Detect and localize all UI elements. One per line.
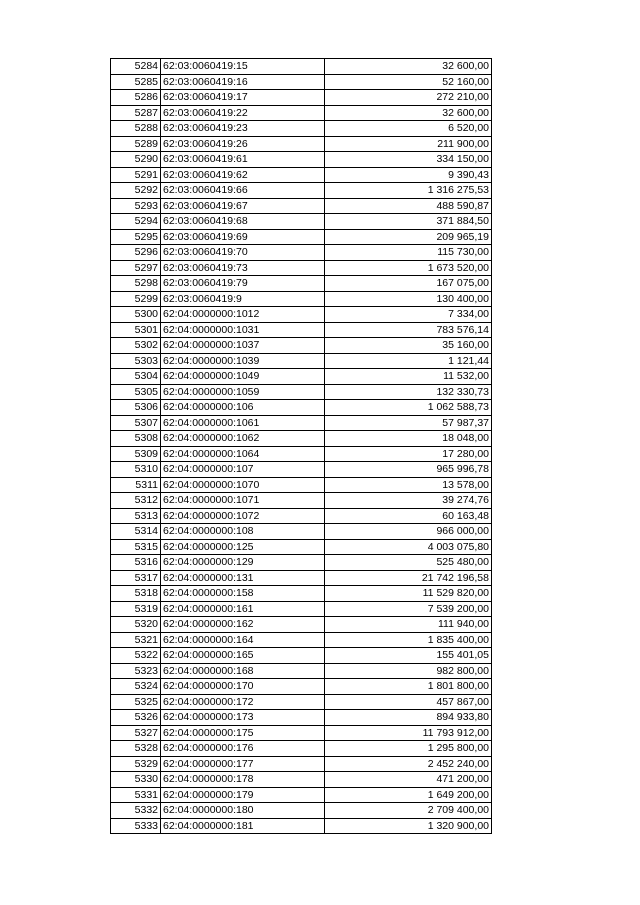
row-number-cell: 5291	[111, 167, 161, 183]
row-number-cell: 5303	[111, 353, 161, 369]
value-cell: 2 452 240,00	[325, 756, 492, 772]
value-cell: 1 121,44	[325, 353, 492, 369]
value-cell: 371 884,50	[325, 214, 492, 230]
cadastral-number-cell: 62:04:0000000:1071	[161, 493, 325, 509]
cadastral-number-cell: 62:04:0000000:1012	[161, 307, 325, 323]
table-row	[111, 431, 492, 447]
row-number-cell: 5328	[111, 741, 161, 757]
row-number-cell: 5309	[111, 446, 161, 462]
row-number-cell: 5311	[111, 477, 161, 493]
table-row	[111, 105, 492, 121]
table-row	[111, 167, 492, 183]
value-cell: 167 075,00	[325, 276, 492, 292]
value-cell: 1 835 400,00	[325, 632, 492, 648]
cadastral-number-cell: 62:03:0060419:62	[161, 167, 325, 183]
cadastral-number-cell: 62:04:0000000:164	[161, 632, 325, 648]
cadastral-number-cell: 62:04:0000000:1064	[161, 446, 325, 462]
table-row	[111, 818, 492, 834]
table-row	[111, 214, 492, 230]
cadastral-number-cell: 62:04:0000000:180	[161, 803, 325, 819]
value-cell: 982 800,00	[325, 663, 492, 679]
cadastral-number-cell: 62:04:0000000:181	[161, 818, 325, 834]
cadastral-number-cell: 62:03:0060419:16	[161, 74, 325, 90]
table-row	[111, 617, 492, 633]
value-cell: 1 295 800,00	[325, 741, 492, 757]
row-number-cell: 5316	[111, 555, 161, 571]
table-row	[111, 353, 492, 369]
table-row	[111, 586, 492, 602]
cadastral-number-cell: 62:04:0000000:1039	[161, 353, 325, 369]
cadastral-number-cell: 62:04:0000000:106	[161, 400, 325, 416]
row-number-cell: 5323	[111, 663, 161, 679]
table-row	[111, 601, 492, 617]
cadastral-number-cell: 62:03:0060419:68	[161, 214, 325, 230]
row-number-cell: 5327	[111, 725, 161, 741]
cadastral-number-cell: 62:04:0000000:107	[161, 462, 325, 478]
cadastral-number-cell: 62:04:0000000:176	[161, 741, 325, 757]
table-row	[111, 648, 492, 664]
value-cell: 11 529 820,00	[325, 586, 492, 602]
value-cell: 1 649 200,00	[325, 787, 492, 803]
row-number-cell: 5305	[111, 384, 161, 400]
value-cell: 894 933,80	[325, 710, 492, 726]
table-row	[111, 276, 492, 292]
value-cell: 4 003 075,80	[325, 539, 492, 555]
row-number-cell: 5315	[111, 539, 161, 555]
cadastral-number-cell: 62:04:0000000:125	[161, 539, 325, 555]
cadastral-number-cell: 62:04:0000000:173	[161, 710, 325, 726]
value-cell: 52 160,00	[325, 74, 492, 90]
table-row	[111, 74, 492, 90]
table-row	[111, 787, 492, 803]
row-number-cell: 5296	[111, 245, 161, 261]
value-cell: 11 793 912,00	[325, 725, 492, 741]
value-cell: 965 996,78	[325, 462, 492, 478]
row-number-cell: 5285	[111, 74, 161, 90]
cadastral-number-cell: 62:04:0000000:179	[161, 787, 325, 803]
value-cell: 35 160,00	[325, 338, 492, 354]
cadastral-number-cell: 62:04:0000000:178	[161, 772, 325, 788]
registry-table	[110, 58, 492, 834]
row-number-cell: 5319	[111, 601, 161, 617]
row-number-cell: 5330	[111, 772, 161, 788]
row-number-cell: 5317	[111, 570, 161, 586]
cadastral-number-cell: 62:04:0000000:162	[161, 617, 325, 633]
value-cell: 966 000,00	[325, 524, 492, 540]
table-row	[111, 539, 492, 555]
row-number-cell: 5333	[111, 818, 161, 834]
table-row	[111, 121, 492, 137]
cadastral-number-cell: 62:04:0000000:161	[161, 601, 325, 617]
cadastral-number-cell: 62:04:0000000:170	[161, 679, 325, 695]
row-number-cell: 5325	[111, 694, 161, 710]
cadastral-number-cell: 62:03:0060419:26	[161, 136, 325, 152]
cadastral-number-cell: 62:03:0060419:23	[161, 121, 325, 137]
row-number-cell: 5302	[111, 338, 161, 354]
cadastral-number-cell: 62:04:0000000:108	[161, 524, 325, 540]
table-row	[111, 322, 492, 338]
table-row	[111, 694, 492, 710]
row-number-cell: 5329	[111, 756, 161, 772]
cadastral-number-cell: 62:04:0000000:1070	[161, 477, 325, 493]
table-row	[111, 307, 492, 323]
row-number-cell: 5324	[111, 679, 161, 695]
cadastral-number-cell: 62:03:0060419:70	[161, 245, 325, 261]
row-number-cell: 5297	[111, 260, 161, 276]
row-number-cell: 5299	[111, 291, 161, 307]
table-row	[111, 260, 492, 276]
table-row	[111, 152, 492, 168]
value-cell: 11 532,00	[325, 369, 492, 385]
value-cell: 132 330,73	[325, 384, 492, 400]
value-cell: 1 673 520,00	[325, 260, 492, 276]
row-number-cell: 5304	[111, 369, 161, 385]
row-number-cell: 5287	[111, 105, 161, 121]
value-cell: 1 801 800,00	[325, 679, 492, 695]
table-row	[111, 663, 492, 679]
table-row	[111, 772, 492, 788]
cadastral-number-cell: 62:03:0060419:73	[161, 260, 325, 276]
value-cell: 13 578,00	[325, 477, 492, 493]
value-cell: 272 210,00	[325, 90, 492, 106]
table-row	[111, 338, 492, 354]
table-row	[111, 555, 492, 571]
document-page	[110, 58, 492, 834]
row-number-cell: 5322	[111, 648, 161, 664]
table-row	[111, 756, 492, 772]
table-row	[111, 245, 492, 261]
cadastral-number-cell: 62:03:0060419:66	[161, 183, 325, 199]
table-row	[111, 90, 492, 106]
row-number-cell: 5318	[111, 586, 161, 602]
value-cell: 525 480,00	[325, 555, 492, 571]
row-number-cell: 5313	[111, 508, 161, 524]
row-number-cell: 5312	[111, 493, 161, 509]
value-cell: 18 048,00	[325, 431, 492, 447]
value-cell: 6 520,00	[325, 121, 492, 137]
row-number-cell: 5326	[111, 710, 161, 726]
value-cell: 9 390,43	[325, 167, 492, 183]
row-number-cell: 5295	[111, 229, 161, 245]
table-row	[111, 493, 492, 509]
cadastral-number-cell: 62:04:0000000:131	[161, 570, 325, 586]
table-row	[111, 477, 492, 493]
table-row	[111, 183, 492, 199]
value-cell: 7 334,00	[325, 307, 492, 323]
row-number-cell: 5331	[111, 787, 161, 803]
row-number-cell: 5307	[111, 415, 161, 431]
table-row	[111, 679, 492, 695]
value-cell: 155 401,05	[325, 648, 492, 664]
cadastral-number-cell: 62:04:0000000:177	[161, 756, 325, 772]
cadastral-number-cell: 62:04:0000000:1059	[161, 384, 325, 400]
table-row	[111, 803, 492, 819]
table-row	[111, 508, 492, 524]
cadastral-number-cell: 62:04:0000000:168	[161, 663, 325, 679]
value-cell: 17 280,00	[325, 446, 492, 462]
value-cell: 7 539 200,00	[325, 601, 492, 617]
table-row	[111, 400, 492, 416]
cadastral-number-cell: 62:03:0060419:22	[161, 105, 325, 121]
table-row	[111, 710, 492, 726]
table-row	[111, 462, 492, 478]
table-row	[111, 524, 492, 540]
cadastral-number-cell: 62:04:0000000:175	[161, 725, 325, 741]
cadastral-number-cell: 62:03:0060419:15	[161, 59, 325, 75]
cadastral-number-cell: 62:04:0000000:172	[161, 694, 325, 710]
value-cell: 130 400,00	[325, 291, 492, 307]
table-row	[111, 570, 492, 586]
table-row	[111, 415, 492, 431]
cadastral-number-cell: 62:04:0000000:1037	[161, 338, 325, 354]
table-row	[111, 59, 492, 75]
cadastral-number-cell: 62:04:0000000:1049	[161, 369, 325, 385]
cadastral-number-cell: 62:04:0000000:1062	[161, 431, 325, 447]
value-cell: 32 600,00	[325, 105, 492, 121]
table-row	[111, 741, 492, 757]
cadastral-number-cell: 62:03:0060419:9	[161, 291, 325, 307]
cadastral-number-cell: 62:04:0000000:1031	[161, 322, 325, 338]
cadastral-number-cell: 62:03:0060419:67	[161, 198, 325, 214]
row-number-cell: 5293	[111, 198, 161, 214]
value-cell: 471 200,00	[325, 772, 492, 788]
cadastral-number-cell: 62:04:0000000:158	[161, 586, 325, 602]
value-cell: 211 900,00	[325, 136, 492, 152]
value-cell: 1 320 900,00	[325, 818, 492, 834]
cadastral-number-cell: 62:04:0000000:165	[161, 648, 325, 664]
row-number-cell: 5301	[111, 322, 161, 338]
row-number-cell: 5290	[111, 152, 161, 168]
row-number-cell: 5314	[111, 524, 161, 540]
value-cell: 2 709 400,00	[325, 803, 492, 819]
row-number-cell: 5292	[111, 183, 161, 199]
cadastral-number-cell: 62:04:0000000:1072	[161, 508, 325, 524]
value-cell: 60 163,48	[325, 508, 492, 524]
row-number-cell: 5289	[111, 136, 161, 152]
row-number-cell: 5294	[111, 214, 161, 230]
row-number-cell: 5332	[111, 803, 161, 819]
table-row	[111, 198, 492, 214]
value-cell: 111 940,00	[325, 617, 492, 633]
row-number-cell: 5298	[111, 276, 161, 292]
row-number-cell: 5308	[111, 431, 161, 447]
table-row	[111, 446, 492, 462]
table-row	[111, 725, 492, 741]
row-number-cell: 5321	[111, 632, 161, 648]
row-number-cell: 5288	[111, 121, 161, 137]
table-body	[111, 59, 492, 834]
table-row	[111, 632, 492, 648]
value-cell: 334 150,00	[325, 152, 492, 168]
cadastral-number-cell: 62:03:0060419:17	[161, 90, 325, 106]
row-number-cell: 5320	[111, 617, 161, 633]
value-cell: 57 987,37	[325, 415, 492, 431]
value-cell: 783 576,14	[325, 322, 492, 338]
row-number-cell: 5286	[111, 90, 161, 106]
table-row	[111, 291, 492, 307]
row-number-cell: 5306	[111, 400, 161, 416]
value-cell: 32 600,00	[325, 59, 492, 75]
cadastral-number-cell: 62:04:0000000:129	[161, 555, 325, 571]
cadastral-number-cell: 62:03:0060419:79	[161, 276, 325, 292]
value-cell: 457 867,00	[325, 694, 492, 710]
value-cell: 1 316 275,53	[325, 183, 492, 199]
row-number-cell: 5310	[111, 462, 161, 478]
value-cell: 39 274,76	[325, 493, 492, 509]
value-cell: 1 062 588,73	[325, 400, 492, 416]
table-row	[111, 229, 492, 245]
value-cell: 21 742 196,58	[325, 570, 492, 586]
cadastral-number-cell: 62:03:0060419:61	[161, 152, 325, 168]
row-number-cell: 5284	[111, 59, 161, 75]
row-number-cell: 5300	[111, 307, 161, 323]
table-row	[111, 369, 492, 385]
table-row	[111, 136, 492, 152]
table-row	[111, 384, 492, 400]
value-cell: 488 590,87	[325, 198, 492, 214]
cadastral-number-cell: 62:03:0060419:69	[161, 229, 325, 245]
cadastral-number-cell: 62:04:0000000:1061	[161, 415, 325, 431]
value-cell: 115 730,00	[325, 245, 492, 261]
value-cell: 209 965,19	[325, 229, 492, 245]
